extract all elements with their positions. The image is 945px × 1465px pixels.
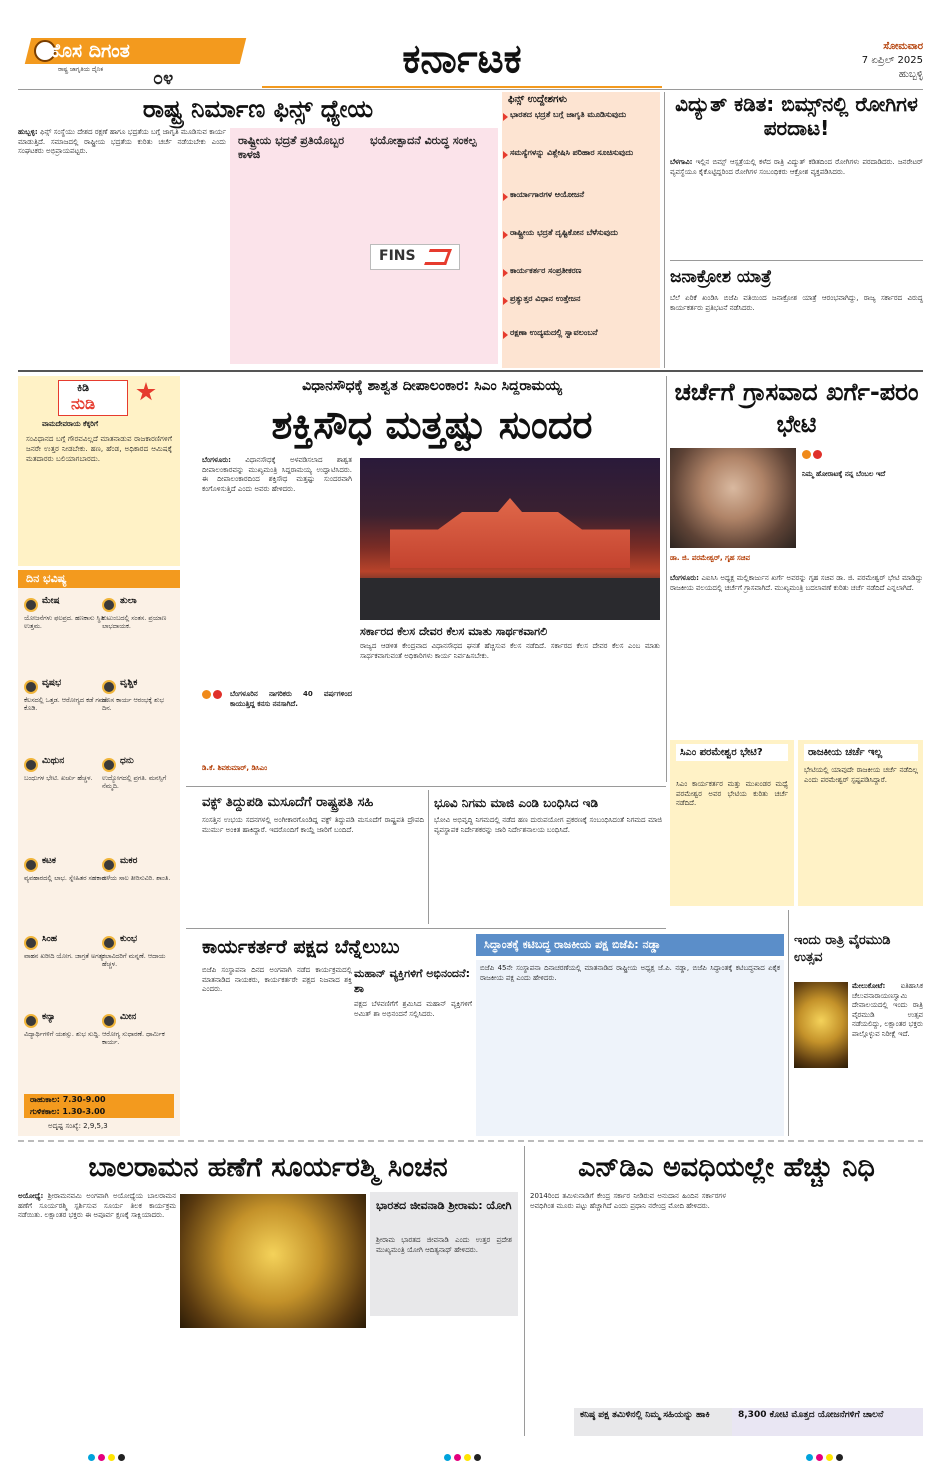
- kanya-icon: [24, 1014, 38, 1028]
- objective-item: ಸಮಸ್ಯೆಗಳನ್ನು ವಿಶ್ಲೇಷಿಸಿ ಪರಿಹಾರ ಸೂಚಿಸುವುದು: [510, 148, 660, 158]
- objective-item: ರಕ್ಷಣಾ ಉದ್ಯಮದಲ್ಲಿ ಸ್ವಾವಲಂಬನೆ: [510, 328, 660, 338]
- balarama-side: ಭಾರತದ ಜೀವನಾಡಿ ಶ್ರೀರಾಮ: ಯೋಗಿ ಶ್ರೀರಾಮ ಭಾರತದ ಜೀವನಾಡಿ ಎಂದು ಉತ್ತರ ಪ್ರದೇಶ ಮುಖ್ಯಮಂತ್ರಿ ಯೋಗಿ ಆದಿತ್ಯನಾಥ್ ಹೇಳಿದರು.: [370, 1192, 518, 1316]
- horoscope-box-2: [18, 856, 180, 1136]
- objective-item: ಕಾರ್ಯಕರ್ತರ ಸಂಪ್ರತೀಕರಣ: [510, 266, 660, 276]
- hospital-body: ಬೆಳಗಾವಿ: ಇಲ್ಲಿನ ಬಿಮ್ಸ್ ಆಸ್ಪತ್ರೆಯಲ್ಲಿ ಕಳೆದ ರಾತ್ರಿ ವಿದ್ಯುತ್ ಕಡಿತದಿಂದ ರೋಗಿಗಳು ಪರದಾಡಿದರು. ಜನರೇಟರ್ ವ್ಯವಸ್ಥೆಯೂ ಕೈಕೊಟ್ಟಿದ್ದರಿಂದ ರೋಗಿಗಳ ಸಂಬಂಧಿಕರು ಆಕ್ರೋಶ ವ್ಯಕ್ತಪಡಿಸಿದರು.: [670, 158, 926, 176]
- mithuna-icon: [24, 758, 38, 772]
- simha-icon: [24, 936, 38, 950]
- vidhana-body-2: ರಾಜ್ಯದ ಆಡಳಿತ ಕೇಂದ್ರವಾದ ವಿಧಾನಸೌಧದ ಘನತೆ ಹೆಚ್ಚಿಸುವ ಕೆಲಸ ನಡೆದಿದೆ. ಸರ್ಕಾರದ ಕೆಲಸ ದೇವರ ಕೆಲಸ ಎಂಬ ಮಾತು ಸಾರ್ಥಕವಾಗುವಂತೆ ಅಧಿಕಾರಿಗಳು ಕಾರ್ಯ ನಿರ್ವಹಿಸಬೇಕು.: [360, 642, 663, 660]
- fins-body: ಹುಬ್ಬಳ್ಳಿ: ಫಿನ್ಸ್ ಸಂಸ್ಥೆಯು ದೇಶದ ರಕ್ಷಣೆ ಹಾಗೂ ಭದ್ರತೆಯ ಬಗ್ಗೆ ಜಾಗೃತಿ ಮೂಡಿಸುವ ಕಾರ್ಯ ಮಾಡುತ್ತಿದೆ. ಸಮಾಜದಲ್ಲಿ ರಾಷ್ಟ್ರೀಯ ಭದ್ರತೆಯ ಕುರಿತು ಚರ್ಚೆ ನಡೆಯಬೇಕು ಎಂದು ಸಂಘಟಕರು ಅಭಿಪ್ರಾಯಪಟ್ಟರು.: [18, 128, 229, 156]
- horo-kumbha: ಕುಂಭ ಕಲಾವಿದರಿಗೆ ಮನ್ನಣೆ. ಆದಾಯ ಹೆಚ್ಚಳ.: [102, 934, 166, 969]
- objectives-heading: ಫಿನ್ಸ್ ಉದ್ದೇಶಗಳು: [508, 94, 568, 105]
- fins-pink-box: [230, 128, 498, 364]
- nda-body-2: [732, 1192, 923, 1402]
- spark-icon: [136, 382, 156, 402]
- nadda-headline: ಸಿದ್ಧಾಂತಕ್ಕೆ ಕಟಿಬದ್ಧ ರಾಜಕೀಯ ಪಕ್ಷ ಬಿಜೆಪಿ: ನಡ್ಡಾ: [476, 934, 784, 956]
- city: ಹುಬ್ಬಳ್ಳಿ: [898, 69, 923, 80]
- nda-box2-title: 8,300 ಕೋಟಿ ಮೊತ್ತದ ಯೋಜನೆಗಳಿಗೆ ಚಾಲನೆ: [732, 1408, 923, 1436]
- building-silhouette: [390, 498, 630, 568]
- horo-tula: ತುಲಾ ಕುಟುಂಬದಲ್ಲಿ ಸಂತಸ. ಪ್ರಯಾಣ ಲಾಭದಾಯಕ.: [102, 596, 167, 631]
- day: ಸೋಮವಾರ: [883, 41, 923, 52]
- vidhana-kicker: ವಿಧಾನಸೌಧಕ್ಕೆ ಶಾಶ್ವತ ದೀಪಾಲಂಕಾರ: ಸಿಎಂ ಸಿದ್ದರಾಮಯ್ಯ: [302, 378, 562, 394]
- kharge-body: ಬೆಂಗಳೂರು: ಎಐಸಿಸಿ ಅಧ್ಯಕ್ಷ ಮಲ್ಲಿಕಾರ್ಜುನ ಖರ್ಗೆ ಅವರನ್ನು ಗೃಹ ಸಚಿವ ಡಾ. ಜಿ. ಪರಮೇಶ್ವರ್ ಭೇಟಿ ಮಾಡಿದ್ದು ರಾಜಕೀಯ ವಲಯದಲ್ಲಿ ಚರ್ಚೆಗೆ ಗ್ರಾಸವಾಗಿದೆ. ಮುಖ್ಯಮಂತ್ರಿ ಬದಲಾವಣೆ ಕುರಿತು ಚರ್ಚೆ ನಡೆದಿದೆ ಎನ್ನಲಾಗಿದೆ.: [670, 574, 926, 592]
- rahu-gulika: ರಾಹುಕಾಲ: 7.30-9.00 ಗುಳಿಕಕಾಲ: 1.30-3.00: [24, 1094, 174, 1118]
- registration-dots: [444, 1446, 504, 1456]
- land-body: ಭೋವಿ ಅಭಿವೃದ್ಧಿ ನಿಗಮದಲ್ಲಿ ನಡೆದ ಹಣ ದುರುಪಯೋಗ ಪ್ರಕರಣಕ್ಕೆ ಸಂಬಂಧಿಸಿದಂತೆ ನಿಗಮದ ಮಾಜಿ ವ್ಯವಸ್ಥಾಪಕ ನಿರ್ದೇಶಕರನ್ನು ಜಾರಿ ನಿರ್ದೇಶನಾಲಯ ಬಂಧಿಸಿದೆ.: [434, 816, 665, 834]
- makara-icon: [102, 858, 116, 872]
- logo-name: ಹೊಸ ದಿಗಂತ: [46, 40, 130, 62]
- waqf-body: ಸಂಸತ್ತಿನ ಉಭಯ ಸದನಗಳಲ್ಲಿ ಅಂಗೀಕಾರಗೊಂಡಿದ್ದ ವಕ್ಫ್ ತಿದ್ದುಪಡಿ ಮಸೂದೆಗೆ ರಾಷ್ಟ್ರಪತಿ ದ್ರೌಪದಿ ಮುರ್ಮು ಅಂಕಿತ ಹಾಕಿದ್ದಾರೆ. ಇದರೊಂದಿಗೆ ಕಾಯ್ದೆ ಜಾರಿಗೆ ಬಂದಿದೆ.: [202, 816, 427, 834]
- fins-logo: FINS: [370, 244, 460, 270]
- registration-dots: [806, 1446, 866, 1456]
- horo-vrishchika: ವೃಶ್ಚಿಕ ಹೊಸ ಕಾರ್ಯ ಆರಂಭಕ್ಕೆ ಶುಭ ದಿನ.: [102, 678, 164, 713]
- horo-kataka: ಕಟಕ ವ್ಯವಹಾರದಲ್ಲಿ ಲಾಭ. ಸ್ನೇಹಿತರ ಸಹಕಾರ.: [24, 856, 107, 882]
- kharge-photo: [670, 448, 796, 548]
- meena-icon: [102, 1014, 116, 1028]
- dhanu-icon: [102, 758, 116, 772]
- horo-meena: ಮೀನ ಆರೋಗ್ಯ ಸುಧಾರಣೆ. ಧಾರ್ಮಿಕ ಕಾರ್ಯ.: [102, 1012, 165, 1047]
- kidi-nudi-logo: ಕಿಡಿ ನುಡಿ: [58, 380, 128, 416]
- objective-item: ರಾಷ್ಟ್ರೀಯ ಭದ್ರತೆ ದೃಷ್ಟಿಕೋನ ಬೆಳೆಸುವುದು: [510, 228, 660, 238]
- nda-headline: ಎನ್‌ಡಿಎ ಅವಧಿಯಲ್ಲೇ ಹೆಚ್ಚು ನಿಧಿ: [578, 1152, 875, 1183]
- vrishabha-icon: [24, 680, 38, 694]
- objective-item: ಕಾರ್ಯಾಗಾರಗಳ ಆಯೋಜನೆ: [510, 190, 660, 200]
- balarama-photo: [180, 1194, 366, 1328]
- vidhana-headline: ಶಕ್ತಿಸೌಧ ಮತ್ತಷ್ಟು ಸುಂದರ: [271, 403, 593, 447]
- waqf-headline: ವಕ್ಫ್ ತಿದ್ದುಪಡಿ ಮಸೂದೆಗೆ ರಾಷ್ಟ್ರಪತಿ ಸಹಿ: [202, 795, 374, 810]
- vidhana-body: ಬೆಂಗಳೂರು: ವಿಧಾನಸೌಧಕ್ಕೆ ಅಳವಡಿಸಲಾದ ಶಾಶ್ವತ ದೀಪಾಲಂಕಾರವನ್ನು ಮುಖ್ಯಮಂತ್ರಿ ಸಿದ್ದರಾಮಯ್ಯ ಉದ್ಘಾಟಿಸಿದರು. ಈ ದೀಪಾಲಂಕಾರದಿಂದ ಶಕ್ತಿಸೌಧ ಮತ್ತಷ್ಟು ಸುಂದರವಾಗಿ ಕಂಗೊಳಿಸುತ್ತಿದೆ ಎಂದು ಅವರು ಹೇಳಿದರು.: [202, 456, 355, 493]
- kidi-body: ಸಂವಿಧಾನದ ಬಗ್ಗೆ ಗೌರವವಿಲ್ಲದೆ ಮಾತನಾಡುವ ರಾಜಕಾರಣಿಗಳಿಗೆ ಜನರೇ ಉತ್ತರ ನೀಡಬೇಕು. ಹಣ, ಹೆಂಡ, ಅಧಿಕಾರದ ಆಮಿಷಕ್ಕೆ ಮತದಾರರು ಬಲಿಯಾಗಬಾರದು.: [26, 434, 175, 463]
- kharge-photo-block: ನಿಮ್ಮ ಹೋರಾಟಕ್ಕೆ ನನ್ನ ಬೆಂಬಲ ಇದೆ ಡಾ. ಜಿ. ಪರಮೇಶ್ವರ್, ಗೃಹ ಸಚಿವ: [670, 448, 923, 570]
- janakrosha-headline: ಜನಾಕ್ರೋಶ ಯಾತ್ರೆ: [670, 267, 772, 287]
- fins-objectives-box: [502, 92, 660, 368]
- horo-dhanu: ಧನು ಉದ್ಯೋಗದಲ್ಲಿ ಪ್ರಗತಿ. ಮನಸ್ಸಿಗೆ ನೆಮ್ಮದಿ.: [102, 756, 167, 791]
- horo-vrishabha: ವೃಷಭ ಕೆಲಸದಲ್ಲಿ ಒತ್ತಡ. ಆರೋಗ್ಯದ ಕಡೆ ಗಮನ ಕೊಡಿ.: [24, 678, 109, 713]
- utsava-body: ಮೇಲುಕೋಟೆ: ಐತಿಹಾಸಿಕ ಚೆಲುವನಾರಾಯಣಸ್ವಾಮಿ ದೇವಾಲಯದಲ್ಲಿ ಇಂದು ರಾತ್ರಿ ವೈರಮುಡಿ ಉತ್ಸವ ನಡೆಯಲಿದ್ದು, ಲಕ್ಷಾಂತರ ಭಕ್ತರು ಪಾಲ್ಗೊಳ್ಳುವ ನಿರೀಕ್ಷೆ ಇದೆ.: [852, 982, 926, 1038]
- vidhana-soudha-photo: [360, 458, 660, 620]
- date: 7 ಏಪ್ರಿಲ್ 2025: [861, 55, 923, 66]
- utsava-caption: [794, 1072, 848, 1136]
- kumbha-icon: [102, 936, 116, 950]
- karyakarta-side: ಮಹಾನ್ ವ್ಯಕ್ತಿಗಳಿಗೆ ಅಭಿನಂದನೆ: ಶಾ ಪಕ್ಷದ ಬೆಳವಣಿಗೆಗೆ ಶ್ರಮಿಸಿದ ಮಹಾನ್ ವ್ಯಕ್ತಿಗಳಿಗೆ ಅಮಿತ್ ಶಾ ಅಭಿನಂದನೆ ಸಲ್ಲಿಸಿದರು.: [354, 967, 475, 1018]
- horo-mesha: ಮೇಷ ಯೋಜನೆಗಳು ಫಲಪ್ರದ. ಹಣಕಾಸು ಸ್ಥಿತಿ ಉತ್ತಮ.: [24, 596, 104, 631]
- section-title: ಕರ್ನಾಟಕ: [262, 30, 662, 88]
- kidi-byline: ವಾಮದೇವರಾಯ ಕೆಕ್ಕರಿಗೆ: [42, 420, 99, 428]
- nadda-body: ಬಿಜೆಪಿ 45ನೇ ಸಂಸ್ಥಾಪನಾ ದಿನಾಚರಣೆಯಲ್ಲಿ ಮಾತನಾಡಿದ ರಾಷ್ಟ್ರೀಯ ಅಧ್ಯಕ್ಷ ಜೆ.ಪಿ. ನಡ್ಡಾ, ಬಿಜೆಪಿ ಸಿದ್ಧಾಂತಕ್ಕೆ ಕಟಿಬದ್ಧವಾದ ಏಕೈಕ ರಾಜಕೀಯ ಪಕ್ಷ ಎಂದು ಹೇಳಿದರು.: [476, 960, 784, 1136]
- fins-headline: ರಾಷ್ಟ್ರ ನಿರ್ಮಾಣ ಫಿನ್ಸ್ ಧ್ಯೇಯ: [142, 95, 374, 123]
- road: [360, 578, 660, 620]
- fins-sub1: ರಾಷ್ಟ್ರೀಯ ಭದ್ರತೆ ಪ್ರತಿಯೊಬ್ಬರ ಕಾಳಜಿ: [238, 134, 345, 161]
- horoscope-title: ದಿನ ಭವಿಷ್ಯ: [18, 570, 180, 588]
- vidhana-quote: ಬೆಂಗಳೂರಿನ ನಾಗರಿಕರು 40 ವರ್ಷಗಳಿಂದ ಕಾಯುತ್ತಿದ್ದ ಕನಸು ನನಸಾಗಿದೆ. ಡಿ.ಕೆ. ಶಿವಕುಮಾರ್, ಡಿಸಿಎಂ: [202, 690, 355, 772]
- objective-item: ಭಾರತದ ಭದ್ರತೆ ಬಗ್ಗೆ ಜಾಗೃತಿ ಮೂಡಿಸುವುದು: [510, 110, 660, 120]
- horo-mithuna: ಮಿಥುನ ಬಂಧುಗಳ ಭೇಟಿ. ಖರ್ಚು ಹೆಚ್ಚಳ.: [24, 756, 93, 782]
- objective-item: ಪ್ರತ್ಯುತ್ತರ ವಿಧಾನ ಉತ್ತೇಜನ: [510, 294, 660, 304]
- kharge-box2: ರಾಜಕೀಯ ಚರ್ಚೆ ಇಲ್ಲ ಭೇಟಿಯಲ್ಲಿ ಯಾವುದೇ ರಾಜಕೀಯ ಚರ್ಚೆ ನಡೆದಿಲ್ಲ ಎಂದು ಪರಮೇಶ್ವರ್ ಸ್ಪಷ್ಟಪಡಿಸಿದ್ದಾರೆ.: [798, 740, 923, 906]
- utsava-headline: ಇಂದು ರಾತ್ರಿ ವೈರಮುಡಿ ಉತ್ಸವ: [794, 933, 891, 965]
- horoscope-box: [18, 570, 180, 856]
- kharge-box1: ಸಿಎಂ ಪರಮೇಶ್ವರ ಭೇಟಿ? ಸಿಎಂ ಕಾರ್ಯಕರ್ತರ ಮತ್ತು ಮುಖಂಡರ ಮಧ್ಯೆ ಪರಮೇಶ್ವರ ಅವರ ಭೇಟಿಯ ಕುರಿತು ಚರ್ಚೆ ನಡೆದಿದೆ.: [670, 740, 794, 906]
- registration-dots: [88, 1446, 148, 1456]
- logo-tagline: ರಾಷ್ಟ್ರ ಜಾಗೃತಿಯ ದೈನಿಕ: [58, 66, 104, 73]
- mesha-icon: [24, 598, 38, 612]
- vrishchika-icon: [102, 680, 116, 694]
- kharge-headline: ಚರ್ಚೆಗೆ ಗ್ರಾಸವಾದ ಖರ್ಗೆ-ಪರಂ ಭೇಟಿ: [674, 378, 919, 438]
- horo-makara: ಮಕರ ಹಳೆಯ ಸಾಲ ತೀರಿಸುವಿರಿ. ಶಾಂತಿ.: [102, 856, 171, 882]
- land-headline: ಭೂವಿ ನಿಗಮ ಮಾಜಿ ಎಂಡಿ ಬಂಧಿಸಿದ ಇಡಿ: [434, 796, 599, 810]
- quote-icon: [802, 450, 824, 468]
- hospital-headline: ವಿದ್ಯುತ್ ಕಡಿತ: ಬಿಮ್ಸ್‌ನಲ್ಲಿ ರೋಗಿಗಳ ಪರದಾಟ!: [675, 92, 918, 140]
- balarama-headline: ಬಾಲರಾಮನ ಹಣೆಗೆ ಸೂರ್ಯರಶ್ಮಿ ಸಿಂಚನ: [88, 1152, 448, 1183]
- nda-body: 2014ರಿಂದ ತಮಿಳುನಾಡಿಗೆ ಕೇಂದ್ರ ಸರ್ಕಾರ ನೀಡಿರುವ ಅನುದಾನ ಹಿಂದಿನ ಸರ್ಕಾರಗಳ ಅವಧಿಗಿಂತ ಮೂರು ಪಟ್ಟು ಹೆಚ್ಚಾಗಿದೆ ಎಂದು ಪ್ರಧಾನಿ ನರೇಂದ್ರ ಮೋದಿ ಹೇಳಿದರು.: [530, 1192, 729, 1210]
- fins-logo-icon: [424, 249, 452, 265]
- horo-simha: ಸಿಂಹ ವಾಹನ ಖರೀದಿ ಯೋಗ. ಜಾಗ್ರತೆ ಅಗತ್ಯ.: [24, 934, 105, 960]
- kataka-icon: [24, 858, 38, 872]
- tula-icon: [102, 598, 116, 612]
- page-number: ೦೪: [153, 68, 174, 89]
- date-block: [803, 40, 923, 82]
- karyakarta-headline: ಕಾರ್ಯಕರ್ತರೆ ಪಕ್ಷದ ಬೆನ್ನೆಲುಬು: [202, 936, 400, 958]
- lucky-numbers: ಅದೃಷ್ಟ ಸಂಖ್ಯೆ: 2,9,5,3: [48, 1122, 108, 1130]
- deity-photo: [794, 982, 848, 1068]
- vidhana-subhead: ಸರ್ಕಾರದ ಕೆಲಸ ದೇವರ ಕೆಲಸ ಮಾತು ಸಾರ್ಥಕವಾಗಲಿ: [360, 625, 548, 638]
- kidi-nudi-box: [18, 376, 180, 566]
- fins-sub2: ಭಯೋತ್ಪಾದನೆ ವಿರುದ್ಧ ಸಂಕಲ್ಪ: [370, 134, 477, 147]
- nda-box1-title: ಕನಿಷ್ಠ ಪಕ್ಷ ತಮಿಳಿನಲ್ಲಿ ನಿಮ್ಮ ಸಹಿಯನ್ನು ಹಾಕಿ: [574, 1408, 764, 1436]
- balarama-body-2: [180, 1332, 518, 1432]
- janakrosha-body: ಬೆಲೆ ಏರಿಕೆ ಖಂಡಿಸಿ ಬಿಜೆಪಿ ವತಿಯಿಂದ ಜನಾಕ್ರೋಶ ಯಾತ್ರೆ ಆರಂಭವಾಗಿದ್ದು, ರಾಜ್ಯ ಸರ್ಕಾರದ ವಿರುದ್ಧ ಕಾರ್ಯಕರ್ತರು ಪ್ರತಿಭಟನೆ ನಡೆಸಿದರು.: [670, 294, 926, 312]
- masthead-logo: [18, 30, 250, 88]
- quote-icon: [202, 690, 224, 708]
- balarama-body: ಅಯೋಧ್ಯೆ: ಶ್ರೀರಾಮನವಮಿ ಅಂಗವಾಗಿ ಅಯೋಧ್ಯೆಯ ಬಾಲರಾಮನ ಹಣೆಗೆ ಸೂರ್ಯರಶ್ಮಿ ಸ್ಪರ್ಶಿಸುವ ಸೂರ್ಯ ತಿಲಕ ಕಾರ್ಯಕ್ರಮ ನಡೆಯಿತು. ಲಕ್ಷಾಂತರ ಭಕ್ತರು ಈ ಅಪೂರ್ವ ಕ್ಷಣಕ್ಕೆ ಸಾಕ್ಷಿಯಾದರು.: [18, 1192, 179, 1220]
- horo-kanya: ಕನ್ಯಾ ವಿದ್ಯಾರ್ಥಿಗಳಿಗೆ ಯಶಸ್ಸು. ಶುಭ ಸುದ್ದಿ.: [24, 1012, 101, 1038]
- karyakarta-body: ಬಿಜೆಪಿ ಸಂಸ್ಥಾಪನಾ ದಿನದ ಅಂಗವಾಗಿ ನಡೆದ ಕಾರ್ಯಕ್ರಮದಲ್ಲಿ ಮಾತನಾಡಿದ ನಾಯಕರು, ಕಾರ್ಯಕರ್ತರೇ ಪಕ್ಷದ ನಿಜವಾದ ಶಕ್ತಿ ಎಂದರು.: [202, 966, 355, 994]
